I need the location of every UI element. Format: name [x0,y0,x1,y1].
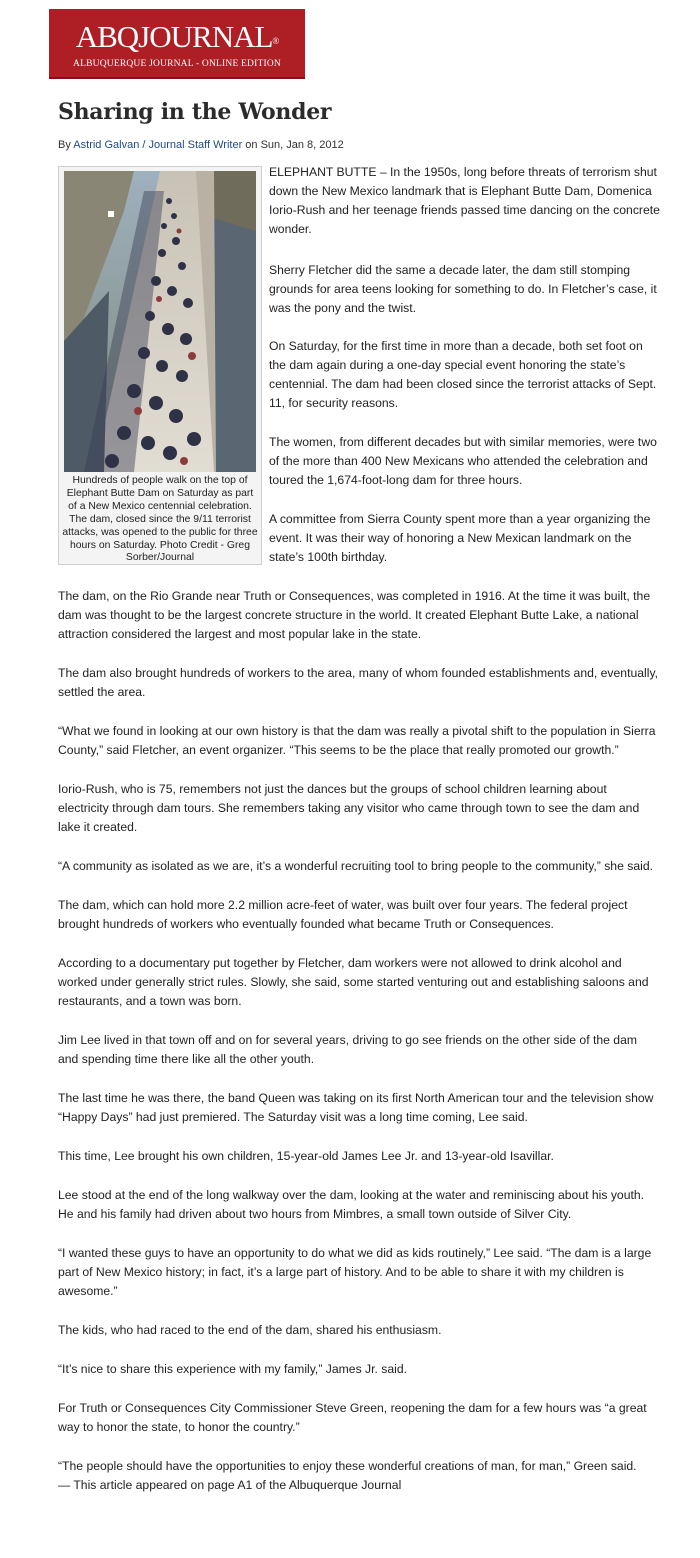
paragraph: The last time he was there, the band Queen was taking on its first North American tour and the television show “Happy Days” had just premiered. The Saturday visit was a long time coming, Lee said. [58,1091,654,1124]
paragraph: “I wanted these guys to have an opportunity to do what we did as kids routinely,” Lee said. “The dam is a large part of New Mexico history; in fact, it’s a large part of history. And to be able to share it with my children is awesome.” [58,1246,652,1298]
paragraph: Jim Lee lived in that town off and on for several years, driving to go see friends on the other side of the dam and spending time there like all the other youth. [58,1033,638,1066]
byline: By Astrid Galvan / Journal Staff Writer on Sun, Jan 8, 2012 [58,139,344,151]
paragraph: On Saturday, for the first time in more than a decade, both set foot on the dam again during a one-day special event honoring the state’s centennial. The dam had been closed since the terrorist attacks of Sept. 11, for security reasons. [269,339,657,410]
paragraph: The women, from different decades but with similar memories, were two of the more than 400 New Mexicans who attended the celebration and toured the 1,674-foot-long dam for three hours. [269,435,657,487]
image-caption: Hundreds of people walk on the top of Elephant Butte Dam on Saturday as part of a New Mexico centennial celebration. The dam, closed since the 9/11 terrorist attacks, was opened to the public for three hours on Saturday. Photo Credit - Greg Sorber/Journal [62,475,258,564]
paragraph: “What we found in looking at our own history is that the dam was really a pivotal shift to the population in Sierra County,” said Fletcher, an event organizer. “This seems to be the place that really promoted our growth.” [58,724,656,757]
paragraph: Sherry Fletcher did the same a decade later, the dam still stomping grounds for area teens looking for something to do. In Fletcher’s case, it was the pony and the twist. [269,263,657,315]
paragraph: “It’s nice to share this experience with my family,” James Jr. said. [58,1362,408,1376]
paragraph: The dam, which can hold more 2.2 million acre-feet of water, was built over four years. The federal project brought hundreds of workers who eventually founded what became Truth or Consequences. [58,898,628,931]
paragraph: “The people should have the opportunities to enjoy these wonderful creations of man, for man,” Green said. [58,1459,637,1473]
paragraph: A committee from Sierra County spent more than a year organizing the event. It was their way of honoring a New Mexican landmark on the state’s 100th birthday. [269,512,651,564]
dam-crowd-photo [64,171,256,472]
publish-date: on Sun, Jan 8, 2012 [242,139,344,151]
paragraph: The kids, who had raced to the end of the dam, shared his enthusiasm. [58,1323,442,1337]
paragraph: For Truth or Consequences City Commissioner Steve Green, reopening the dam for a few hours was “a great way to honor the state, to honor the country.” [58,1401,647,1434]
abq-journal-logo[interactable] [49,9,305,79]
logo-subtitle: ALBUQUERQUE JOURNAL - ONLINE EDITION [73,59,281,69]
paragraph: This time, Lee brought his own children, 15-year-old James Lee Jr. and 13-year-old Isavillar. [58,1149,554,1163]
paragraph: Lee stood at the end of the long walkway over the dam, looking at the water and reminiscing about his youth. He and his family had driven about two hours from Mimbres, a small town outside of Silver City. [58,1188,645,1221]
article-footnote: — This article appeared on page A1 of the Albuquerque Journal [58,1478,402,1492]
paragraph: ELEPHANT BUTTE – In the 1950s, long before threats of terrorism shut down the New Mexico landmark that is Elephant Butte Dam, Domenica Iorio-Rush and her teenage friends passed time dancing on the concrete wonder. [269,165,660,236]
logo-wordmark: ABQJOURNAL® [75,19,279,54]
paragraph: Iorio-Rush, who is 75, remembers not just the dances but the groups of school children learning about electricity through dam tours. She remembers taking any visitor who came through town to see the dam and lake it created. [58,782,640,834]
paragraph: “A community as isolated as we are, it’s a wonderful recruiting tool to bring people to the community,” she said. [58,859,653,873]
article-headline: Sharing in the Wonder [58,99,332,125]
paragraph: The dam also brought hundreds of workers to the area, many of whom founded establishments and, eventually, settled the area. [58,666,659,699]
paragraph: The dam, on the Rio Grande near Truth or Consequences, was completed in 1916. At the time it was built, the dam was thought to be the largest concrete structure in the world. It created Elephant Butte Lake, a national attraction considered the largest and most popular lake in the state. [58,589,651,641]
author-link[interactable]: Astrid Galvan / Journal Staff Writer [73,139,243,151]
article-figure [58,166,262,565]
paragraph: According to a documentary put together by Fletcher, dam workers were not allowed to drink alcohol and worked under generally strict rules. Slowly, she said, some started venturing out and establishing saloons and restaurants, and a town was born. [58,956,649,1008]
